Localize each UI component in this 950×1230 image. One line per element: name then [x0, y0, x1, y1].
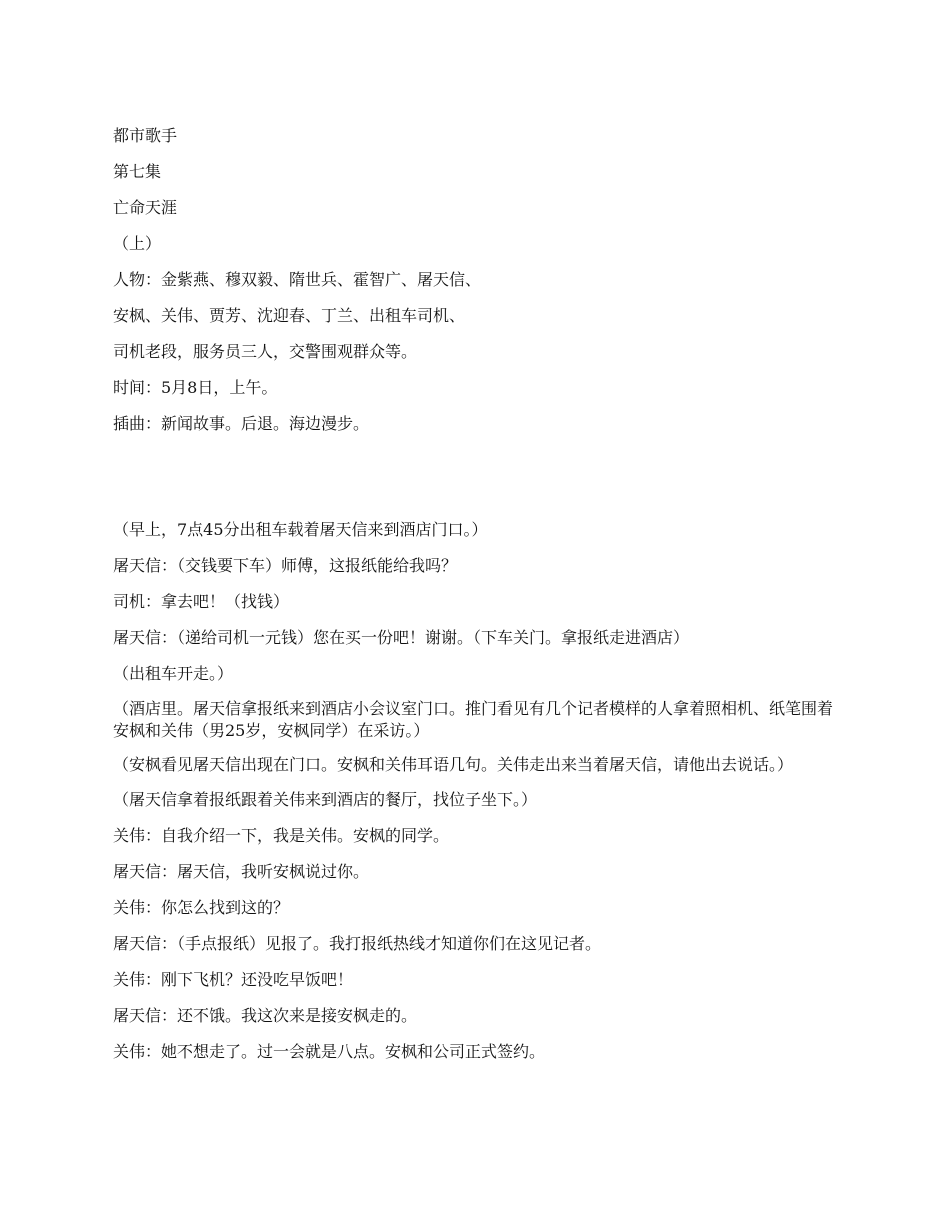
document-body: [113, 124, 843, 1076]
stage-direction: （出租车开走。）: [113, 664, 234, 683]
episode-part: （上）: [113, 234, 162, 253]
episode-title: 亡命天涯: [113, 198, 178, 217]
dialogue-line: 关伟：自我介绍一下，我是关伟。安枫的同学。: [113, 826, 450, 845]
episode-number: 第七集: [113, 162, 162, 181]
interlude-line: 插曲：新闻故事。后退。海边漫步。: [113, 414, 370, 433]
characters-line-1: 人物：金紫燕、穆双毅、隋世兵、霍智广、屠天信、: [113, 270, 482, 289]
time-line: 时间：5月8日，上午。: [113, 378, 278, 397]
section-spacer: [113, 448, 843, 518]
dialogue-line: 关伟：她不想走了。过一会就是八点。安枫和公司正式签约。: [113, 1042, 546, 1061]
dialogue-line: 关伟：你怎么找到这的？: [113, 898, 290, 917]
dialogue-line: 关伟：刚下飞机？还没吃早饭吧！: [113, 970, 354, 989]
stage-direction: （酒店里。屠天信拿报纸来到酒店小会议室门口。推门看见有几个记者模样的人拿着照相机、纸笔围着安枫和关伟（男25岁，安枫同学）在采访。）: [113, 699, 834, 740]
stage-direction: （安枫看见屠天信出现在门口。安枫和关伟耳语几句。关伟走出来当着屠天信，请他出去说话。）: [113, 755, 794, 774]
dialogue-line: 屠天信：还不饿。我这次来是接安枫走的。: [113, 1006, 418, 1025]
stage-direction: （早上，7点45分出租车载着屠天信来到酒店门口。）: [113, 520, 488, 539]
dialogue-line: 屠天信：（递给司机一元钱）您在买一份吧！谢谢。（下车关门。拿报纸走进酒店）: [113, 628, 690, 647]
dialogue-line: 屠天信：（手点报纸）见报了。我打报纸热线才知道你们在这见记者。: [113, 934, 602, 953]
dialogue-line: 屠天信：（交钱要下车）师傅，这报纸能给我吗？: [113, 556, 458, 575]
dialogue-line: 屠天信：屠天信，我听安枫说过你。: [113, 862, 370, 881]
characters-line-2: 安枫、关伟、贾芳、沈迎春、丁兰、出租车司机、: [113, 306, 466, 325]
characters-line-3: 司机老段，服务员三人，交警围观群众等。: [113, 342, 418, 361]
series-title: 都市歌手: [113, 126, 178, 145]
dialogue-line: 司机：拿去吧！（找钱）: [113, 592, 290, 611]
stage-direction: （屠天信拿着报纸跟着关伟来到酒店的餐厅，找位子坐下。）: [113, 790, 538, 809]
